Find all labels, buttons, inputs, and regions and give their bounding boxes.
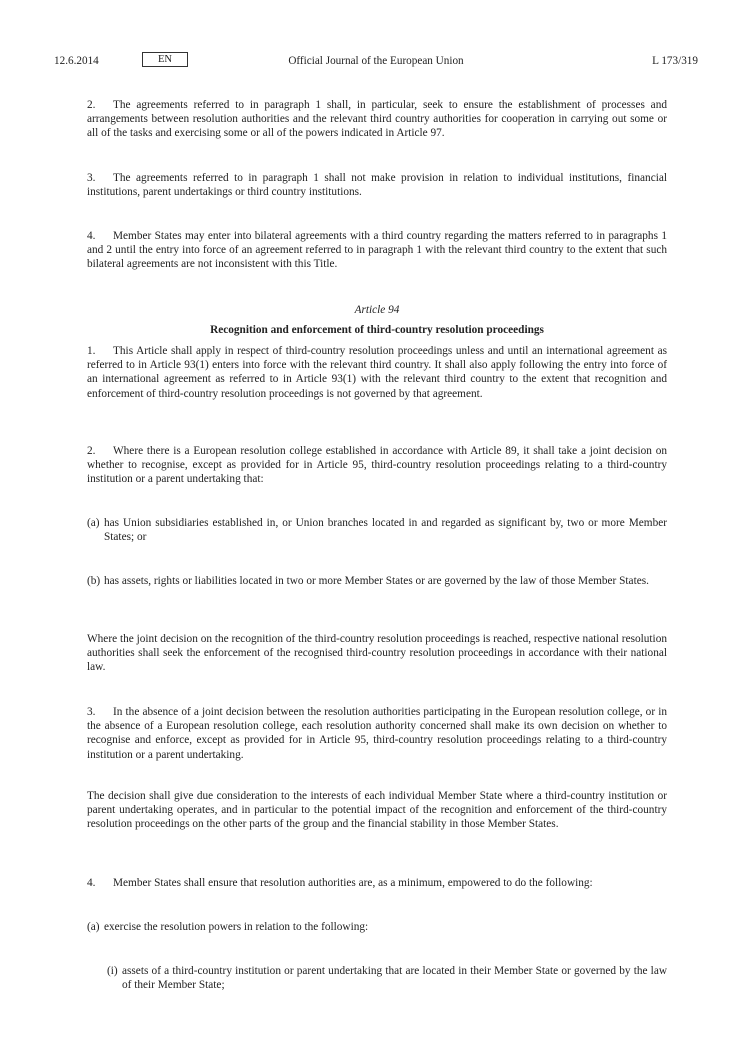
paragraph-number: 2.	[87, 99, 96, 111]
article-93-paragraph-4	[87, 229, 667, 272]
point-a	[87, 516, 667, 544]
article-93-paragraph-2	[87, 98, 667, 141]
article-label: Article 94	[354, 304, 400, 316]
paragraph-text: Where there is a European resolution college established in accordance with Article 89, it shall take a joint decision on whether to recognise, except as provided for in Article 95, third-country resolution proceedings relating to a third-country institution or a parent undertaking that:	[87, 445, 667, 486]
paragraph-text: The agreements referred to in paragraph 1 shall, in particular, seek to ensure the establishment of processes and arrangements between resolution authorities and the relevant third country authorities for cooperation in carrying out some or all of the tasks and exercising some or all of the powers indicated in Article 97.	[87, 99, 667, 140]
point-label: (a)	[87, 921, 100, 933]
paragraph-text: The agreements referred to in paragraph 1 shall not make provision in relation to individual institutions, financial institutions, parent undertakings or third country institutions.	[87, 172, 667, 199]
paragraph-number: 4.	[87, 877, 96, 889]
paragraph-number: 3.	[87, 172, 96, 184]
language-badge: EN	[142, 52, 188, 67]
journal-title: Official Journal of the European Union	[288, 55, 464, 67]
subpoint-label: (i)	[107, 965, 118, 977]
paragraph-number: 4.	[87, 230, 96, 242]
point-b	[87, 574, 667, 588]
article-94-paragraph-4	[87, 876, 667, 890]
point-4a	[87, 920, 667, 934]
article-title: Recognition and enforcement of third-country resolution proceedings	[210, 324, 544, 336]
point-text: has assets, rights or liabilities located in two or more Member States or are governed by the law of those Member States.	[104, 575, 649, 587]
paragraph-text: In the absence of a joint decision between the resolution authorities participating in the European resolution college, or in the absence of a European resolution college, each resolution authority concerned shall make its own decision on whether to recognise and enforce, except as provided for in Article 95, third-country resolution proceedings relating to a third-country institution or a parent undertaking.	[87, 706, 667, 761]
paragraph-text: Member States shall ensure that resolution authorities are, as a minimum, empowered to do the following:	[113, 877, 593, 889]
article-94-paragraph-1	[87, 344, 667, 401]
point-label: (a)	[87, 517, 100, 529]
paragraph-number: 1.	[87, 345, 96, 357]
page-header	[54, 53, 698, 69]
point-text: exercise the resolution powers in relation to the following:	[104, 921, 369, 933]
paragraph-text: This Article shall apply in respect of third-country resolution proceedings unless and until an international agreement as referred to in Article 93(1) enters into force with the relevant third country. It shall also apply following the entry into force of an international agreement as referred to in Article 93(1) with the relevant third country to the extent that recognition and enforcement of third-country resolution proceedings is not governed by that agreement.	[87, 345, 667, 400]
point-text: has Union subsidiaries established in, or Union branches located in and regarded as significant by, two or more Member States; or	[104, 517, 667, 544]
article-93-paragraph-3	[87, 171, 667, 199]
article-94-paragraph-2-subparagraph: Where the joint decision on the recognition of the third-country resolution proceedings is reached, respective national resolution authorities shall seek the enforcement of the recognised third-country resolution proceedings in accordance with their national law.	[87, 633, 667, 674]
article-94-paragraph-3-subparagraph: The decision shall give due consideration to the interests of each individual Member State where a third-country institution or parent undertaking operates, and in particular to the potential impact of the recognition and enforcement of the third-country resolution proceedings on the other parts of the group and the financial stability in those Member States.	[87, 790, 667, 831]
subpoint-text: assets of a third-country institution or parent undertaking that are located in their Member State or governed by the law of their Member State;	[122, 965, 667, 992]
article-94-paragraph-3	[87, 705, 667, 762]
publication-date: 12.6.2014	[54, 55, 99, 67]
paragraph-number: 3.	[87, 706, 96, 718]
paragraph-text: Member States may enter into bilateral agreements with a third country regarding the matters referred to in paragraphs 1 and 2 until the entry into force of an agreement referred to in paragraph 1 with the relevant third country to the extent that such bilateral agreements are not inconsistent with this Title.	[87, 230, 667, 271]
point-label: (b)	[87, 575, 101, 587]
paragraph-number: 2.	[87, 445, 96, 457]
article-94-paragraph-2	[87, 444, 667, 487]
page-reference: L 173/319	[652, 55, 698, 67]
subpoint-i	[107, 964, 667, 992]
